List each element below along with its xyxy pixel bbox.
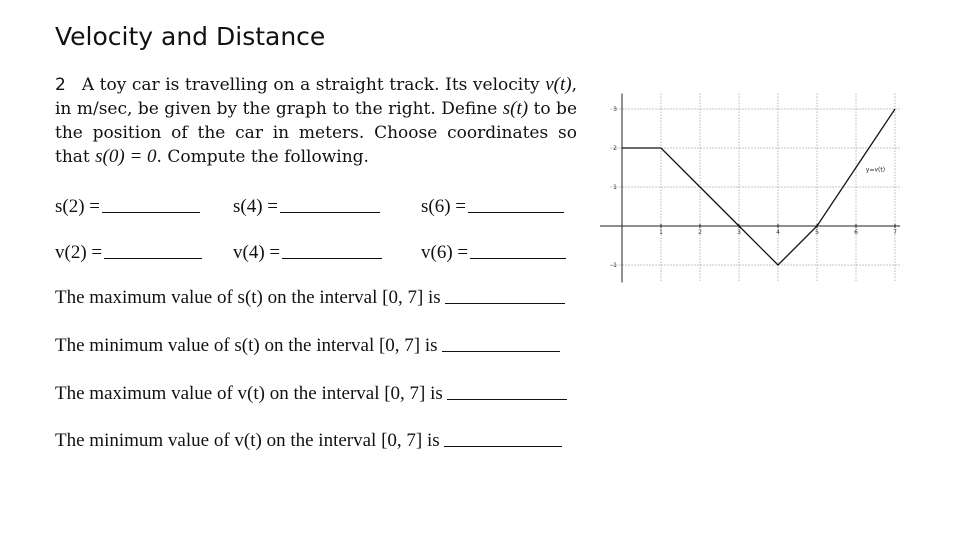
x-tick-label: 6 — [854, 229, 858, 236]
s6-label: s(6) = — [421, 196, 467, 217]
s6-blank — [421, 192, 564, 218]
problem-text-2: , in m/sec, be given by the graph to the right. Define — [55, 75, 578, 119]
x-tick-label: 1 — [659, 229, 663, 236]
v2-label: v(2) = — [55, 242, 103, 263]
v2-blank — [55, 238, 202, 264]
s4-answer-line[interactable] — [280, 211, 380, 213]
velocity-symbol: v(t) — [545, 74, 572, 95]
v4-answer-line[interactable] — [282, 257, 382, 259]
v4-label: v(4) = — [233, 242, 281, 263]
question-max-v-text: The maximum value of v(t) on the interval [0, 7] is — [55, 383, 443, 404]
x-tick-label: 2 — [698, 229, 702, 236]
problem-number: 2 — [55, 75, 66, 95]
velocity-graph — [600, 84, 900, 284]
x-tick-label: 5 — [815, 229, 819, 236]
v4-blank — [233, 238, 382, 264]
y-tick-label: 2 — [613, 145, 617, 152]
x-tick-label: 3 — [737, 229, 741, 236]
question-max-s — [55, 287, 565, 309]
problem-text-1: A toy car is travelling on a straight track. Its velocity — [81, 75, 540, 95]
question-max-v — [55, 383, 567, 405]
y-tick-label: 1 — [613, 184, 617, 191]
min-v-answer-line[interactable] — [444, 446, 562, 447]
y-tick-label: -1 — [611, 262, 617, 269]
position-symbol: s(t) — [502, 98, 529, 119]
question-min-s — [55, 335, 560, 357]
v6-answer-line[interactable] — [470, 257, 566, 259]
initial-condition: s(0) = 0 — [95, 146, 157, 167]
page-title: Velocity and Distance — [55, 22, 326, 51]
x-tick-label: 4 — [776, 229, 780, 236]
question-min-s-text: The minimum value of s(t) on the interval [0, 7] is — [55, 335, 438, 356]
max-v-answer-line[interactable] — [447, 399, 567, 400]
min-s-answer-line[interactable] — [442, 351, 560, 352]
s6-answer-line[interactable] — [468, 211, 564, 213]
max-s-answer-line[interactable] — [445, 303, 565, 304]
x-tick-label: 7 — [893, 229, 897, 236]
v2-answer-line[interactable] — [104, 257, 202, 259]
s2-answer-line[interactable] — [102, 211, 200, 213]
problem-text-5: . Compute the following. — [156, 147, 369, 167]
s4-label: s(4) = — [233, 196, 279, 217]
y-tick-label: 3 — [613, 106, 617, 113]
s4-blank — [233, 192, 380, 218]
v6-blank — [421, 238, 566, 264]
problem-text-3: to be the position of the car in meters. Choose coordinates — [55, 99, 577, 143]
legend-label: y=v(t) — [865, 166, 886, 174]
question-min-v — [55, 430, 562, 452]
problem-statement — [55, 73, 577, 169]
s2-label: s(2) = — [55, 196, 101, 217]
s2-blank — [55, 192, 200, 218]
question-min-v-text: The minimum value of v(t) on the interval [0, 7] is — [55, 430, 440, 451]
problem-text-4: so that — [55, 123, 578, 167]
v6-label: v(6) = — [421, 242, 469, 263]
question-max-s-text: The maximum value of s(t) on the interval [0, 7] is — [55, 287, 441, 308]
